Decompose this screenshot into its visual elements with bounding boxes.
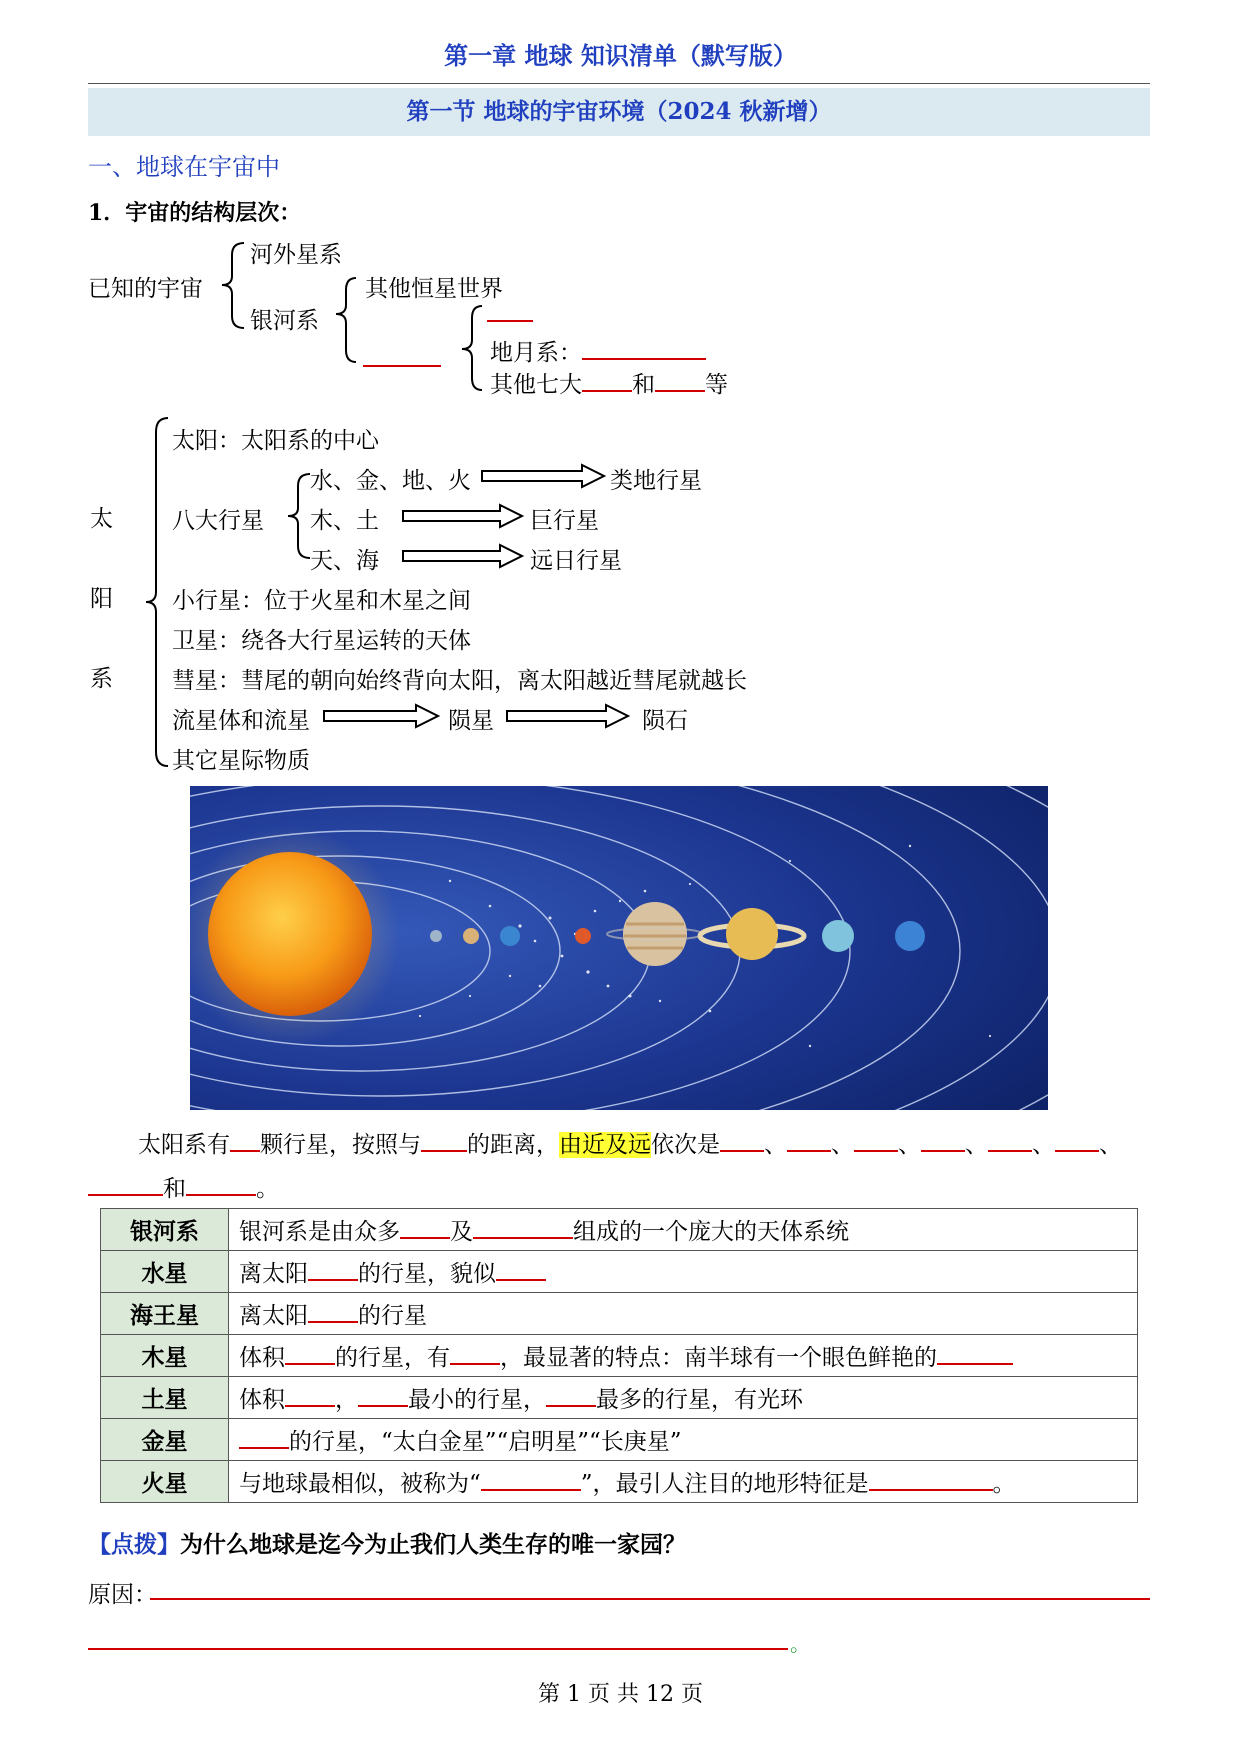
fill-sentence-line-2: [88, 1170, 279, 1203]
planets-brace: [288, 474, 310, 558]
table-blank[interactable]: [400, 1215, 450, 1239]
cell-text: 最多的行星，有光环: [596, 1387, 803, 1413]
cell-text: 离太阳: [239, 1261, 308, 1287]
other-seven-etc: 等: [705, 372, 728, 398]
sentence-text: 和: [163, 1176, 186, 1202]
fill-sentence-line-1: [138, 1126, 1122, 1159]
solar-root-char-1: 太: [90, 506, 113, 532]
order-blank-3[interactable]: [854, 1128, 898, 1152]
double-arrow-icon: [403, 505, 522, 527]
stone-label: 陨石: [642, 708, 688, 734]
table-blank[interactable]: [239, 1425, 289, 1449]
cell-text: ，: [335, 1387, 358, 1413]
cell-text: 银河系是由众多: [239, 1219, 400, 1245]
order-blank-4[interactable]: [921, 1128, 965, 1152]
table-row: [101, 1251, 1138, 1293]
sub-heading: 1．宇宙的结构层次：: [88, 200, 302, 226]
table-blank[interactable]: [285, 1383, 335, 1407]
double-arrow-icon: [507, 705, 628, 727]
tip-label: 【点拨】: [88, 1531, 180, 1558]
row-key: 银河系: [101, 1209, 229, 1251]
answer-end-mark: 。: [790, 1632, 810, 1656]
milky-way-label: 银河系: [250, 308, 319, 334]
sentence-text: 太阳系有: [138, 1132, 230, 1158]
table-blank[interactable]: [481, 1467, 581, 1491]
table-blank[interactable]: [358, 1383, 408, 1407]
meteor-item: 流星体和流星: [172, 708, 310, 734]
table-row: [101, 1293, 1138, 1335]
cell-text: 及: [450, 1219, 473, 1245]
double-arrow-icon: [403, 545, 522, 567]
giant-members: 木、土: [310, 508, 379, 534]
table-blank[interactable]: [473, 1215, 573, 1239]
table-row: [101, 1419, 1138, 1461]
row-content: [229, 1209, 1138, 1251]
milky-brace: [336, 278, 356, 362]
terrestrial-label: 类地行星: [610, 468, 702, 494]
separator: 、: [898, 1132, 921, 1158]
cell-text: 最小的行星，: [408, 1387, 546, 1413]
sentence-text: 颗行星，按照与: [260, 1132, 421, 1158]
order-blank-5[interactable]: [988, 1128, 1032, 1152]
separator: 、: [1099, 1132, 1122, 1158]
universe-root: 已知的宇宙: [88, 276, 203, 302]
section-title: 第一节 地球的宇宙环境（2024 秋新增）: [88, 88, 1150, 136]
row-content: [229, 1251, 1138, 1293]
arrow-icons: [324, 465, 628, 727]
answer-blank-line-1[interactable]: [150, 1598, 1150, 1600]
far-members: 天、海: [310, 548, 379, 574]
table-blank[interactable]: [285, 1341, 335, 1365]
page-footer: 第 1 页 共 12 页: [538, 1682, 703, 1707]
planet-count-blank[interactable]: [230, 1128, 260, 1152]
row-content: [229, 1461, 1138, 1503]
row-content: [229, 1335, 1138, 1377]
cell-text: 体积: [239, 1345, 285, 1371]
other-matter-item: 其它星际物质: [172, 748, 310, 774]
cell-text: ”，最引人注目的地形特征是: [580, 1471, 869, 1497]
row-key: 海王星: [101, 1293, 229, 1335]
solar-brace: [146, 418, 168, 766]
table-row: [101, 1335, 1138, 1377]
tip-line: [88, 1526, 686, 1559]
comet-item: 彗星：彗尾的朝向始终背向太阳，离太阳越近彗尾就越长: [172, 668, 747, 694]
cell-text: 与地球最相似，被称为“: [239, 1471, 481, 1497]
giant-label: 巨行星: [530, 508, 599, 534]
cell-text: 体积: [239, 1387, 285, 1413]
table-row: [101, 1461, 1138, 1503]
reference-blank[interactable]: [421, 1128, 467, 1152]
document-title: 第一章 地球 知识清单（默写版）: [444, 41, 797, 70]
cell-text: 的行星，有: [335, 1345, 450, 1371]
separator: 、: [831, 1132, 854, 1158]
order-blank-1[interactable]: [720, 1128, 764, 1152]
cell-text: 离太阳: [239, 1303, 308, 1329]
tip-question: 为什么地球是迄今为止我们人类生存的唯一家园？: [180, 1531, 686, 1558]
cell-text: 。: [992, 1471, 1016, 1497]
order-blank-6[interactable]: [1055, 1128, 1099, 1152]
answer-label: 原因：: [88, 1582, 157, 1608]
order-blank-8[interactable]: [186, 1172, 256, 1196]
row-key: 火星: [101, 1461, 229, 1503]
row-key: 木星: [101, 1335, 229, 1377]
table-row: [101, 1377, 1138, 1419]
row-key: 金星: [101, 1419, 229, 1461]
separator: 、: [1032, 1132, 1055, 1158]
solar-root-char-3: 系: [90, 666, 113, 692]
table-blank[interactable]: [546, 1383, 596, 1407]
sun-item: 太阳：太阳系的中心: [172, 428, 379, 454]
planet-knowledge-table: [100, 1208, 1138, 1503]
double-arrow-icon: [482, 465, 604, 487]
table-blank[interactable]: [308, 1299, 358, 1323]
part-heading: 一、地球在宇宙中: [88, 153, 280, 181]
order-blank-2[interactable]: [787, 1128, 831, 1152]
cell-text: ，最显著的特点：南半球有一个眼色鲜艳的: [500, 1345, 937, 1371]
cell-text: 的行星，貌似: [358, 1261, 496, 1287]
order-blank-7[interactable]: [88, 1172, 163, 1196]
earth-moon-label: 地月系：: [490, 340, 582, 366]
highlighted-phrase: 由近及远: [559, 1132, 651, 1158]
table-blank[interactable]: [937, 1341, 1013, 1365]
asteroid-item: 小行星：位于火星和木星之间: [172, 588, 471, 614]
table-blank[interactable]: [496, 1257, 546, 1281]
row-content: [229, 1377, 1138, 1419]
meteorite-label: 陨星: [448, 708, 494, 734]
solar-system-illustration: [190, 786, 1048, 1110]
planets-item: 八大行星: [172, 508, 264, 534]
tree-braces: [0, 0, 1241, 800]
satellite-item: 卫星：绕各大行星运转的天体: [172, 628, 471, 654]
sentence-text: 。: [256, 1176, 279, 1202]
row-content: [229, 1419, 1138, 1461]
other-seven-text: 其他七大: [490, 372, 582, 398]
separator: 、: [965, 1132, 988, 1158]
row-content: [229, 1293, 1138, 1335]
separator: 、: [764, 1132, 787, 1158]
outside-galaxy-label: 河外星系: [250, 242, 342, 268]
sentence-text: 依次是: [651, 1132, 720, 1158]
other-seven-and: 和: [632, 372, 655, 398]
table-blank[interactable]: [450, 1341, 500, 1365]
cell-text: 组成的一个庞大的天体系统: [573, 1219, 849, 1245]
answer-blank-line-2[interactable]: [88, 1648, 788, 1650]
table-blank[interactable]: [308, 1257, 358, 1281]
solar-root-char-2: 阳: [90, 586, 113, 612]
cell-text: 的行星，“太白金星”“启明星”“长庚星”: [289, 1429, 682, 1455]
table-blank[interactable]: [869, 1467, 993, 1491]
universe-brace: [222, 243, 244, 328]
row-key: 土星: [101, 1377, 229, 1419]
far-label: 远日行星: [530, 548, 622, 574]
table-row: [101, 1209, 1138, 1251]
terrestrial-members: 水、金、地、火: [310, 468, 471, 494]
other-star-label: 其他恒星世界: [365, 276, 503, 302]
cell-text: 的行星: [358, 1303, 427, 1329]
solar-sub-brace: [462, 306, 482, 390]
double-arrow-icon: [324, 705, 438, 727]
row-key: 水星: [101, 1251, 229, 1293]
sentence-text: 的距离，: [467, 1132, 559, 1158]
